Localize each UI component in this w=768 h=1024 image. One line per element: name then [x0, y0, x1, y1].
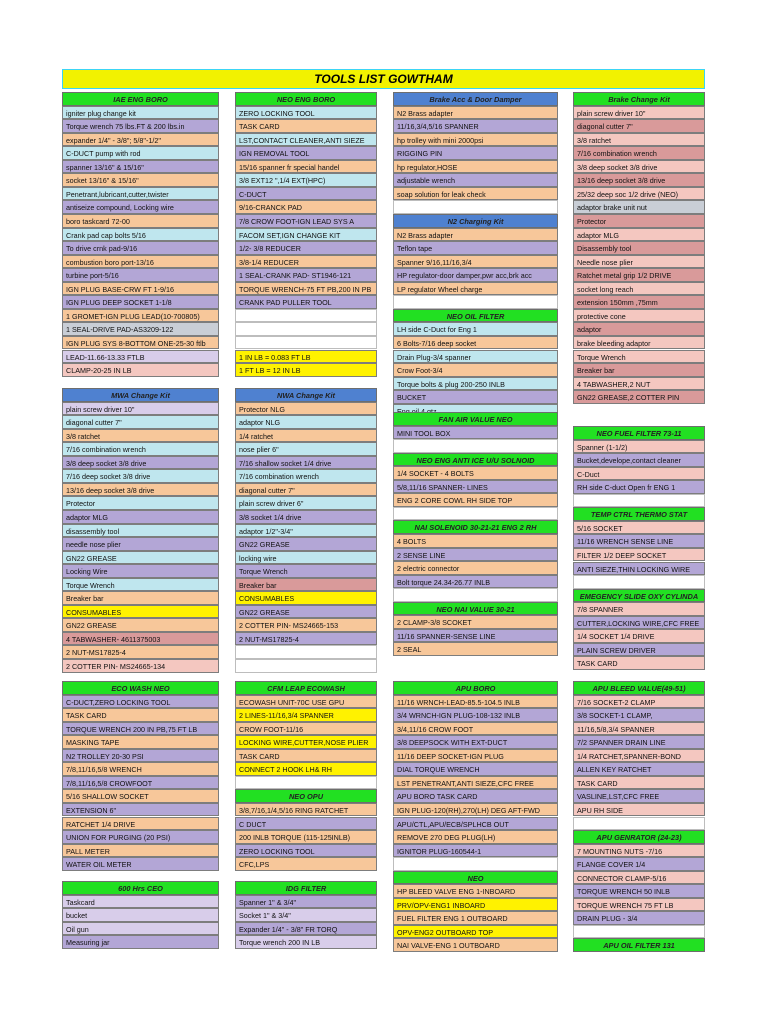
tool-cell: 1 GROMET-IGN PLUG LEAD(10-700805) [62, 309, 219, 323]
section-header: MWA Change Kit [62, 388, 219, 402]
tool-cell: LH side C-Duct for Eng 1 [393, 322, 558, 336]
tool-cell: 1/2- 3/8 REDUCER [235, 241, 377, 255]
tool-cell: 15/16 spanner fr special handel [235, 160, 377, 174]
tool-cell: Breaker bar [573, 363, 705, 377]
section-header: APU GENRATOR (24-23) [573, 830, 705, 844]
tool-cell: C-DUCT,ZERO LOCKING TOOL [62, 695, 219, 709]
empty-cell [393, 439, 558, 453]
tool-cell: 1/4 ratchet [235, 429, 377, 443]
tool-cell: adaptor 1/2"-3/4" [235, 524, 377, 538]
tool-cell: LOCKING WIRE,CUTTER,NOSE PLIER [235, 735, 377, 749]
section-header: NEO OPU [235, 789, 377, 803]
empty-cell [235, 776, 377, 790]
tool-cell: ZERO LOCKING TOOL [235, 106, 377, 120]
section-header: Brake Change Kit [573, 92, 705, 106]
empty-cell [393, 588, 558, 602]
tool-cell: CONNECTOR CLAMP-5/16 [573, 871, 705, 885]
tool-cell: CONSUMABLES [62, 605, 219, 619]
tool-cell: DIAL TORQUE WRENCH [393, 762, 558, 776]
tool-cell: 2 COTTER PIN- MS24665-153 [235, 618, 377, 632]
empty-cell [393, 507, 558, 521]
tool-cell: TASK CARD [573, 776, 705, 790]
tool-cell: Protector [573, 214, 705, 228]
tool-cell: MASKING TAPE [62, 735, 219, 749]
empty-cell [235, 336, 377, 350]
tool-cell: N2 Brass adapter [393, 106, 558, 120]
tool-cell: HP regulator-door damper,pwr acc,brk acc [393, 268, 558, 282]
tool-cell: igniter plug change kit [62, 106, 219, 120]
tool-cell: 3/8 EXT12 ",1/4 EXT(HPC) [235, 173, 377, 187]
tool-cell: 4 TABWASHER- 4611375003 [62, 632, 219, 646]
section-header: IDG FILTER [235, 881, 377, 895]
tool-cell: RATCHET 1/4 DRIVE [62, 817, 219, 831]
tool-cell: 7/16 combination wrench [235, 469, 377, 483]
tool-cell: turbine port-5/16 [62, 268, 219, 282]
tool-cell: 7/8,11/16,5/8 WRENCH [62, 762, 219, 776]
tool-cell: ENG 2 CORE COWL RH SIDE TOP [393, 493, 558, 507]
tool-cell: IGN PLUG SYS 8-BOTTOM ONE-25-30 ftlb [62, 336, 219, 350]
tool-cell: adjustable wrench [393, 173, 558, 187]
tool-cell: plain screw driver 10" [62, 402, 219, 416]
tool-cell: TASK CARD [62, 708, 219, 722]
tool-cell: disassembly tool [62, 524, 219, 538]
tool-cell: Spanner 1" & 3/4" [235, 895, 377, 909]
tool-cell: 7/16 SOCKET-2 CLAMP [573, 695, 705, 709]
tool-cell: Socket 1" & 3/4" [235, 908, 377, 922]
tool-cell: 3/8 ratchet [573, 133, 705, 147]
tool-cell: hp trolley with mini 2000psi [393, 133, 558, 147]
tool-cell: diagonal cutter 7" [573, 119, 705, 133]
tool-cell: CRANK PAD PULLER TOOL [235, 295, 377, 309]
tool-cell: 5/16 SOCKET [573, 521, 705, 535]
tool-cell: Measuring jar [62, 935, 219, 949]
section-header: NEO [393, 871, 558, 885]
tool-cell: To drive crnk pad-9/16 [62, 241, 219, 255]
sheet-title: TOOLS LIST GOWTHAM [62, 69, 705, 89]
tool-cell: locking wire [235, 551, 377, 565]
tool-cell: 2 NUT-MS17825-4 [235, 632, 377, 646]
tool-cell: C-DUCT [235, 187, 377, 201]
tool-cell: 3/8 socket 1/4 drive [235, 510, 377, 524]
section-header: APU OIL FILTER 131 [573, 938, 705, 952]
tool-cell: plain screw driver 10" [573, 106, 705, 120]
tool-cell: MINI TOOL BOX [393, 426, 558, 440]
tool-cell: 11/16 WRENCH SENSE LINE [573, 534, 705, 548]
tool-cell: Expander 1/4" - 3/8" FR TORQ [235, 922, 377, 936]
section-header: Brake Acc & Door Damper [393, 92, 558, 106]
tool-cell: Torque Wrench [62, 578, 219, 592]
tool-cell: VASLINE,LST,CFC FREE [573, 789, 705, 803]
tool-cell: 6 Bolts-7/16 deep socket [393, 336, 558, 350]
section-header: APU BLEED VALUE(49-51) [573, 681, 705, 695]
tool-cell: 7 MOUNTING NUTS -7/16 [573, 844, 705, 858]
tool-cell: N2 Brass adapter [393, 228, 558, 242]
empty-cell [393, 295, 558, 309]
tool-cell: TORQUE WRENCH-75 FT PB,200 IN PB [235, 282, 377, 296]
tool-cell: 7/8 CROW FOOT-IGN LEAD SYS A [235, 214, 377, 228]
tool-cell: 3/8 deep socket 3/8 drive [62, 456, 219, 470]
tool-cell: 25/32 deep soc 1/2 drive (NEO) [573, 187, 705, 201]
tool-cell: adaptor MLG [62, 510, 219, 524]
tool-cell: Crank pad cap bolts 5/16 [62, 228, 219, 242]
tool-cell: TASK CARD [235, 749, 377, 763]
tool-cell: Crow Foot-3/4 [393, 363, 558, 377]
tool-cell: ZERO LOCKING TOOL [235, 844, 377, 858]
tool-cell: 7/16 combination wrench [573, 146, 705, 160]
tool-cell: Ratchet metal grip 1/2 DRIVE [573, 268, 705, 282]
tool-cell: TASK CARD [573, 656, 705, 670]
tool-cell: FACOM SET,IGN CHANGE KIT [235, 228, 377, 242]
empty-cell [573, 817, 705, 831]
tool-cell: needle nose plier [62, 537, 219, 551]
tool-cell: adaptor MLG [573, 228, 705, 242]
tool-cell: adaptor brake unit nut [573, 200, 705, 214]
tool-cell: Oil gun [62, 922, 219, 936]
tool-cell: Protector NLG [235, 402, 377, 416]
section-header: NEO OIL FILTER [393, 309, 558, 323]
tool-cell: 9/16-CRANCK PAD [235, 200, 377, 214]
tool-cell: Breaker bar [235, 578, 377, 592]
tool-cell: CLAMP-20-25 IN LB [62, 363, 219, 377]
tool-cell: CROW FOOT-11/16 [235, 722, 377, 736]
tool-cell: Bucket,develope,contact cleaner [573, 453, 705, 467]
tool-cell: APU BORO TASK CARD [393, 789, 558, 803]
tool-cell: 5/16 SHALLOW SOCKET [62, 789, 219, 803]
section-header: EMEGENCY SLIDE OXY CYLINDA [573, 589, 705, 603]
section-header: ECO WASH NEO [62, 681, 219, 695]
tool-cell: EXTENSION 6" [62, 803, 219, 817]
tool-cell: socket long reach [573, 282, 705, 296]
tool-cell: RIGGING PIN [393, 146, 558, 160]
tool-cell: LST,CONTACT CLEANER,ANTI SIEZE [235, 133, 377, 147]
section-header: APU BORO [393, 681, 558, 695]
tool-cell: 2 CLAMP-3/8 SCOKET [393, 615, 558, 629]
tool-cell: GN22 GREASE,2 COTTER PIN [573, 390, 705, 404]
tool-cell: CUTTER,LOCKING WIRE,CFC FREE [573, 616, 705, 630]
tool-cell: 200 INLB TORQUE (115-125INLB) [235, 830, 377, 844]
tool-cell: 1/4 SOCKET 1/4 DRIVE [573, 629, 705, 643]
tool-cell: CONSUMABLES [235, 591, 377, 605]
tool-cell: 3/8,7/16,1/4,5/16 RING RATCHET [235, 803, 377, 817]
tool-cell: 4 TABWASHER,2 NUT [573, 377, 705, 391]
tool-cell: Torque Wrench [573, 350, 705, 364]
tool-cell: IGN PLUG DEEP SOCKET 1-1/8 [62, 295, 219, 309]
tool-cell: TASK CARD [235, 119, 377, 133]
tool-cell: WATER OIL METER [62, 857, 219, 871]
tool-cell: 7/8 SPANNER [573, 602, 705, 616]
empty-cell [393, 857, 558, 871]
tool-cell: BUCKET [393, 390, 558, 404]
tool-cell: plain screw driver 6" [235, 496, 377, 510]
tool-cell: 1 SEAL-DRIVE PAD-AS3209-122 [62, 322, 219, 336]
tool-cell: adaptor [573, 322, 705, 336]
section-header: FAN AIR VALUE NEO [393, 412, 558, 426]
tool-cell: IGN PLUG BASE-CRW FT 1-9/16 [62, 282, 219, 296]
tool-cell: 3/8 SOCKET-1 CLAMP, [573, 708, 705, 722]
tool-cell: 1/4 RATCHET,SPANNER-BOND [573, 749, 705, 763]
tool-cell: adaptor NLG [235, 415, 377, 429]
tool-cell: UNION FOR PURGING (20 PSI) [62, 830, 219, 844]
section-header: CFM LEAP ECOWASH [235, 681, 377, 695]
tool-cell: N2 TROLLEY 20-30 PSI [62, 749, 219, 763]
empty-cell [573, 494, 705, 508]
tool-cell: 3/8 DEEPSOCK WITH EXT-DUCT [393, 735, 558, 749]
section-header: NEO FUEL FILTER 73-11 [573, 426, 705, 440]
empty-cell [393, 200, 558, 214]
empty-cell [235, 322, 377, 336]
tool-cell: 3/8 ratchet [62, 429, 219, 443]
tool-cell: 11/16,5/8,3/4 SPANNER [573, 722, 705, 736]
tool-cell: combustion boro port-13/16 [62, 255, 219, 269]
tool-cell: brake bleeding adaptor [573, 336, 705, 350]
tool-cell: extension 150mm ,75mm [573, 295, 705, 309]
tool-cell: antiseize compound, Locking wire [62, 200, 219, 214]
tool-cell: 1 FT LB = 12 IN LB [235, 363, 377, 377]
tool-cell: C-DUCT pump with rod [62, 146, 219, 160]
tool-cell: LEAD-11.66-13.33 FTLB [62, 350, 219, 364]
tool-cell: TORQUE WRENCH 200 IN PB,75 FT LB [62, 722, 219, 736]
tool-cell: Torque wrench 75 lbs.FT & 200 lbs.in [62, 119, 219, 133]
section-header: IAE ENG BORO [62, 92, 219, 106]
tool-cell: PLAIN SCREW DRIVER [573, 643, 705, 657]
tool-cell: OPV-ENG2 OUTBOARD TOP [393, 925, 558, 939]
tool-cell: FUEL FILTER ENG 1 OUTBOARD [393, 911, 558, 925]
empty-cell [573, 575, 705, 589]
tool-cell: LST PENETRANT,ANTI SIEZE,CFC FREE [393, 776, 558, 790]
tool-cell: 2 SEAL [393, 642, 558, 656]
section-header: NEO ENG BORO [235, 92, 377, 106]
section-header: NEO ENG ANTI ICE U/U SOLNOID [393, 453, 558, 467]
tool-cell: Spanner 9/16,11/16,3/4 [393, 255, 558, 269]
tool-cell: nose plier 6" [235, 442, 377, 456]
tool-cell: 1 IN LB = 0.083 FT LB [235, 350, 377, 364]
tool-cell: Torque Wrench [235, 564, 377, 578]
tool-cell: spanner 13/16" & 15/16" [62, 160, 219, 174]
tool-cell: GN22 GREASE [235, 605, 377, 619]
tool-cell: 2 electric connector [393, 561, 558, 575]
tool-cell: 1/4 SOCKET - 4 BOLTS [393, 466, 558, 480]
tool-cell: boro taskcard 72-00 [62, 214, 219, 228]
section-header: NAI SOLENOID 30-21-21 ENG 2 RH [393, 520, 558, 534]
section-header: NEO NAI VALUE 30-21 [393, 602, 558, 616]
tool-cell: soap solution for leak check [393, 187, 558, 201]
tool-cell: ANTI SIEZE,THIN LOCKING WIRE [573, 562, 705, 576]
tool-cell: HP BLEED VALVE ENG 1-INBOARD [393, 884, 558, 898]
tool-cell: RH side C-duct Open fr ENG 1 [573, 480, 705, 494]
tool-cell: hp regulator,HOSE [393, 160, 558, 174]
tool-cell: Bolt torque 24.34-26.77 INLB [393, 575, 558, 589]
tool-cell: ALLEN KEY RATCHET [573, 762, 705, 776]
tool-cell: diagonal cutter 7" [235, 483, 377, 497]
tool-cell: 13/16 deep socket 3/8 drive [573, 173, 705, 187]
tool-cell: 7/16 deep socket 3/8 drive [62, 469, 219, 483]
tool-cell: PRV/OPV-ENG1 INBOARD [393, 898, 558, 912]
tool-cell: bucket [62, 908, 219, 922]
tool-cell: GN22 GREASE [62, 551, 219, 565]
section-header: TEMP CTRL THERMO STAT [573, 507, 705, 521]
empty-cell [235, 309, 377, 323]
empty-cell [573, 925, 705, 939]
tool-cell: 7/16 combination wrench [62, 442, 219, 456]
empty-cell [235, 659, 377, 673]
tool-cell: TORQUE WRENCH 75 FT LB [573, 898, 705, 912]
tool-cell: 4 BOLTS [393, 534, 558, 548]
tool-cell: Breaker bar [62, 591, 219, 605]
tool-cell: Taskcard [62, 895, 219, 909]
tool-cell: 11/16 WRNCH-LEAD-85.5-104.5 INLB [393, 695, 558, 709]
tool-cell: socket 13/16" & 15/16" [62, 173, 219, 187]
tool-cell: NAI VALVE-ENG 1 OUTBOARD [393, 938, 558, 952]
tool-cell: 7/2 SPANNER DRAIN LINE [573, 735, 705, 749]
tool-cell: 11/16 SPANNER-SENSE LINE [393, 629, 558, 643]
tool-cell: FLANGE COVER 1/4 [573, 857, 705, 871]
tool-cell: 11/16 DEEP SOCKET-IGN PLUG [393, 749, 558, 763]
tool-cell: 5/8,11/16 SPANNER- LINES [393, 480, 558, 494]
tool-cell: IGN REMOVAL TOOL [235, 146, 377, 160]
tool-cell: 3/8 deep socket 3/8 drive [573, 160, 705, 174]
tool-cell: GN22 GREASE [235, 537, 377, 551]
empty-cell [235, 645, 377, 659]
tool-cell: ECOWASH UNIT-70C USE GPU [235, 695, 377, 709]
tool-cell: 1 SEAL-CRANK PAD- ST1946-121 [235, 268, 377, 282]
section-header: N2 Charging Kit [393, 214, 558, 228]
tool-cell: 2 NUT-MS17825-4 [62, 645, 219, 659]
tool-cell: Drain Plug-3/4 spanner [393, 350, 558, 364]
tool-cell: 2 SENSE LINE [393, 548, 558, 562]
tool-cell: Locking Wire [62, 564, 219, 578]
section-header: 600 Hrs CEO [62, 881, 219, 895]
tool-cell: REMOVE 270 DEG PLUG(LH) [393, 830, 558, 844]
tool-cell: CFC,LPS [235, 857, 377, 871]
tool-cell: TORQUE WRENCH 50 INLB [573, 884, 705, 898]
tool-cell: C DUCT [235, 817, 377, 831]
tool-cell: Needle nose plier [573, 255, 705, 269]
tool-cell: Torque wrench 200 IN LB [235, 935, 377, 949]
tool-cell: GN22 GREASE [62, 618, 219, 632]
tool-cell: APU/CTL,APU/ECB/SPLHCB OUT [393, 817, 558, 831]
tool-cell: 7/8,11/16,5/8 CROWFOOT [62, 776, 219, 790]
tool-cell: PALL METER [62, 844, 219, 858]
tool-cell: 2 COTTER PIN- MS24665-134 [62, 659, 219, 673]
tool-cell: FILTER 1/2 DEEP SOCKET [573, 548, 705, 562]
tool-cell: protective cone [573, 309, 705, 323]
tool-cell: Torque bolts & plug 200-250 INLB [393, 377, 558, 391]
tool-cell: Teflon tape [393, 241, 558, 255]
tool-cell: 3/4,11/16 CROW FOOT [393, 722, 558, 736]
tool-cell: 3/4 WRNCH-IGN PLUG-108-132 INLB [393, 708, 558, 722]
tool-cell: APU RH SIDE [573, 803, 705, 817]
tool-cell: Protector [62, 496, 219, 510]
tool-cell: Spanner (1-1/2) [573, 440, 705, 454]
tool-cell: 11/16,3/4,5/16 SPANNER [393, 119, 558, 133]
tool-cell: DRAIN PLUG - 3/4 [573, 911, 705, 925]
tool-cell: 2 LINES-11/16,3/4 SPANNER [235, 708, 377, 722]
tool-cell: 3/8-1/4 REDUCER [235, 255, 377, 269]
tool-cell: LP regulator Wheel charge [393, 282, 558, 296]
tool-cell: Disassembly tool [573, 241, 705, 255]
tool-cell: Penetrant,lubricant,cutter,twister [62, 187, 219, 201]
tool-cell: expander 1/4" - 3/8"; 5/8"-1/2" [62, 133, 219, 147]
tool-cell: IGN PLUG-120(RH),270(LH) DEG AFT-FWD [393, 803, 558, 817]
tool-cell: 7/16 shallow socket 1/4 drive [235, 456, 377, 470]
tool-cell: IGNITOR PLUG-160544-1 [393, 844, 558, 858]
tool-cell: C-Duct [573, 467, 705, 481]
tool-cell: diagonal cutter 7" [62, 415, 219, 429]
tool-cell: 13/16 deep socket 3/8 drive [62, 483, 219, 497]
section-header: NWA Change Kit [235, 388, 377, 402]
tool-cell: CONNECT 2 HOOK LH& RH [235, 762, 377, 776]
